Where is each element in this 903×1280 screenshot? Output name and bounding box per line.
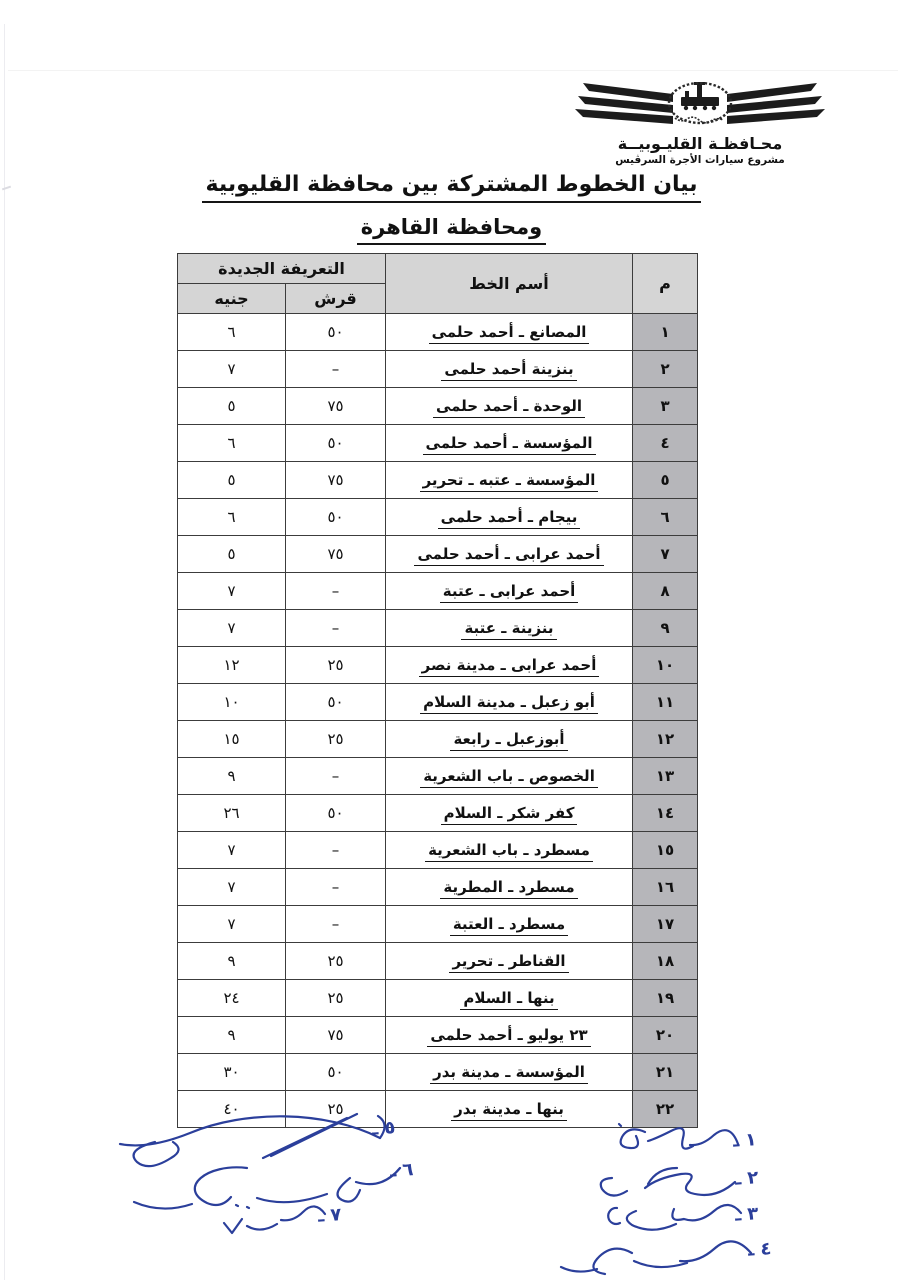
row-index: ١٥ xyxy=(633,832,698,869)
fare-pounds: ٢٦ xyxy=(178,795,286,832)
row-index: ٦ xyxy=(633,499,698,536)
table-row xyxy=(178,721,698,758)
header-tariff-group: التعريفة الجديدة xyxy=(178,254,386,284)
header-pounds: جنيه xyxy=(178,284,286,314)
fare-piasters: ٢٥ xyxy=(286,721,386,758)
fare-piasters: ٧٥ xyxy=(286,1017,386,1054)
signature-number-4: ٤ ـ xyxy=(747,1238,773,1261)
fare-piasters: – xyxy=(286,832,386,869)
row-index: ٢١ xyxy=(633,1054,698,1091)
fare-piasters: ٢٥ xyxy=(286,647,386,684)
row-index: ١٨ xyxy=(633,943,698,980)
signature-number-1: ١ ـ xyxy=(732,1129,758,1152)
fare-pounds: ٩ xyxy=(178,1017,286,1054)
fare-piasters: ٧٥ xyxy=(286,462,386,499)
signature-number-5: ٥ ـ xyxy=(371,1117,397,1140)
fare-pounds: ٧ xyxy=(178,610,286,647)
table-row xyxy=(178,351,698,388)
document-subtitle: ومحافظة القاهرة xyxy=(0,215,903,239)
line-name: الخصوص ـ باب الشعرية xyxy=(420,767,598,788)
header-piasters: قرش xyxy=(286,284,386,314)
fare-pounds: ١٥ xyxy=(178,721,286,758)
table-row xyxy=(178,462,698,499)
line-name: القناطر ـ تحرير xyxy=(449,952,568,973)
table-row xyxy=(178,980,698,1017)
header-line-name: أسم الخط xyxy=(386,254,633,314)
fare-piasters: ٥٠ xyxy=(286,314,386,351)
line-name: أحمد عرابى ـ عتبة xyxy=(440,582,579,603)
line-name: بنزينة أحمد حلمى xyxy=(441,360,576,381)
line-name: ٢٣ يوليو ـ أحمد حلمى xyxy=(427,1026,590,1047)
fare-pounds: ٤٠ xyxy=(178,1091,286,1128)
row-index: ٨ xyxy=(633,573,698,610)
line-name: مسطرد ـ باب الشعرية xyxy=(425,841,593,862)
line-name: المؤسسة ـ عتبه ـ تحرير xyxy=(420,471,599,492)
row-index: ١٦ xyxy=(633,869,698,906)
table-row xyxy=(178,832,698,869)
line-name: المؤسسة ـ أحمد حلمى xyxy=(423,434,596,455)
row-index: ٣ xyxy=(633,388,698,425)
fare-pounds: ٦ xyxy=(178,425,286,462)
fare-pounds: ٣٠ xyxy=(178,1054,286,1091)
fare-pounds: ٧ xyxy=(178,351,286,388)
row-index: ١٠ xyxy=(633,647,698,684)
signature-scrawl-right xyxy=(555,1112,758,1277)
fare-piasters: ٥٠ xyxy=(286,1054,386,1091)
fare-pounds: ١٢ xyxy=(178,647,286,684)
header-index: م xyxy=(633,254,698,314)
table-row xyxy=(178,647,698,684)
line-name: أبو زعبل ـ مدينة السلام xyxy=(420,693,598,714)
scan-edge-artifact xyxy=(4,24,5,1280)
signature-scrawl-left xyxy=(95,1108,515,1268)
table-row xyxy=(178,869,698,906)
fare-pounds: ٥ xyxy=(178,388,286,425)
line-name: أحمد عرابى ـ أحمد حلمى xyxy=(414,545,603,566)
org-name: محـافظـة القليـوبيــة xyxy=(617,134,783,153)
row-index: ١٤ xyxy=(633,795,698,832)
line-name: كفر شكر ـ السلام xyxy=(441,804,578,825)
fare-piasters: – xyxy=(286,906,386,943)
row-index: ٢ xyxy=(633,351,698,388)
table-row xyxy=(178,906,698,943)
line-name: الوحدة ـ أحمد حلمى xyxy=(433,397,585,418)
letterhead xyxy=(575,82,825,166)
fare-piasters: – xyxy=(286,351,386,388)
fare-pounds: ٧ xyxy=(178,832,286,869)
fare-pounds: ٥ xyxy=(178,462,286,499)
table-row xyxy=(178,499,698,536)
fare-piasters: ٧٥ xyxy=(286,536,386,573)
fare-piasters: ٢٥ xyxy=(286,943,386,980)
row-index: ٤ xyxy=(633,425,698,462)
line-name: أبوزعبل ـ رابعة xyxy=(450,730,567,751)
table-row xyxy=(178,943,698,980)
fare-pounds: ١٠ xyxy=(178,684,286,721)
row-index: ٧ xyxy=(633,536,698,573)
table-row xyxy=(178,314,698,351)
signature-number-7: ٧ ـ xyxy=(317,1204,343,1227)
fare-piasters: ٥٠ xyxy=(286,425,386,462)
fare-piasters: – xyxy=(286,869,386,906)
fare-piasters: ٥٠ xyxy=(286,684,386,721)
fare-piasters: – xyxy=(286,573,386,610)
line-name: المؤسسة ـ مدينة بدر xyxy=(430,1063,588,1084)
line-name: بيجام ـ أحمد حلمى xyxy=(438,508,581,529)
fare-pounds: ٧ xyxy=(178,573,286,610)
document-title: بيان الخطوط المشتركة بين محافظة القليوبية xyxy=(0,172,903,197)
table-row xyxy=(178,1017,698,1054)
fare-pounds: ٦ xyxy=(178,314,286,351)
fare-pounds: ٩ xyxy=(178,758,286,795)
table-row xyxy=(178,388,698,425)
row-index: ٥ xyxy=(633,462,698,499)
table-row xyxy=(178,610,698,647)
table-row xyxy=(178,1054,698,1091)
shared-lines-fares-table xyxy=(177,253,698,1128)
line-name: بنها ـ السلام xyxy=(460,989,557,1010)
table-row xyxy=(178,536,698,573)
fare-piasters: ٢٥ xyxy=(286,1091,386,1128)
row-index: ١ xyxy=(633,314,698,351)
line-name: بنزينة ـ عتبة xyxy=(461,619,556,640)
row-index: ١٢ xyxy=(633,721,698,758)
fare-piasters: ٥٠ xyxy=(286,795,386,832)
line-name: مسطرد ـ العتبة xyxy=(450,915,568,936)
line-name: مسطرد ـ المطرية xyxy=(440,878,577,899)
table-row xyxy=(178,573,698,610)
row-index: ١٩ xyxy=(633,980,698,1017)
row-index: ١١ xyxy=(633,684,698,721)
fare-piasters: – xyxy=(286,610,386,647)
fare-piasters: – xyxy=(286,758,386,795)
signature-number-3: ٣ ـ xyxy=(734,1203,760,1226)
fare-piasters: ٢٥ xyxy=(286,980,386,1017)
table-row xyxy=(178,425,698,462)
row-index: ٢٢ xyxy=(633,1091,698,1128)
row-index: ٢٠ xyxy=(633,1017,698,1054)
line-name: المصانع ـ أحمد حلمى xyxy=(429,323,590,344)
fare-pounds: ٢٤ xyxy=(178,980,286,1017)
signature-number-2: ٢ ـ xyxy=(734,1167,760,1190)
line-name: أحمد عرابى ـ مدينة نصر xyxy=(419,656,600,677)
table-row xyxy=(178,795,698,832)
fare-piasters: ٥٠ xyxy=(286,499,386,536)
line-name: بنها ـ مدينة بدر xyxy=(451,1100,567,1121)
fare-pounds: ٦ xyxy=(178,499,286,536)
fare-pounds: ٧ xyxy=(178,906,286,943)
org-subtitle: مشروع سيارات الأجرة السرڤيس xyxy=(615,154,785,166)
row-index: ٩ xyxy=(633,610,698,647)
signature-number-6: ٦ ـ xyxy=(389,1159,415,1182)
fare-pounds: ٧ xyxy=(178,869,286,906)
row-index: ١٧ xyxy=(633,906,698,943)
fare-pounds: ٥ xyxy=(178,536,286,573)
scan-fold-artifact xyxy=(8,70,898,71)
fare-pounds: ٩ xyxy=(178,943,286,980)
fare-piasters: ٧٥ xyxy=(286,388,386,425)
row-index: ١٣ xyxy=(633,758,698,795)
table-row xyxy=(178,758,698,795)
table-row xyxy=(178,684,698,721)
winged-industrial-emblem-icon xyxy=(575,82,825,132)
